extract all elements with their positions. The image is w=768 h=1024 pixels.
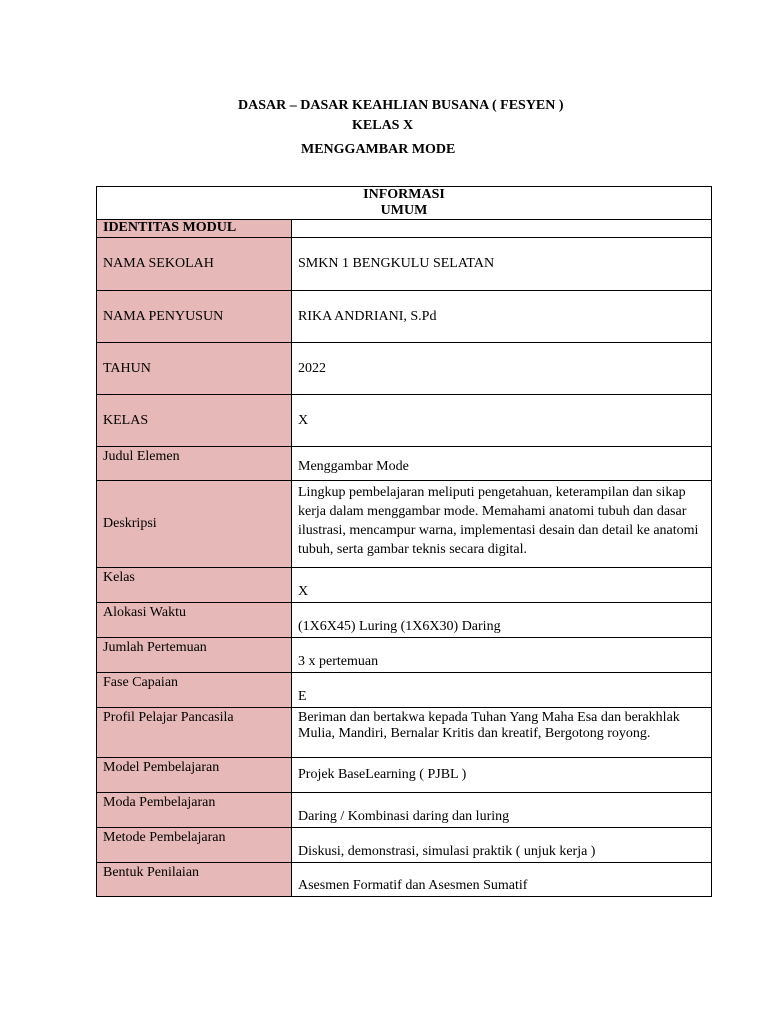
row-value: RIKA ANDRIANI, S.Pd	[292, 291, 712, 343]
table-row	[97, 673, 712, 708]
table-row	[97, 447, 712, 481]
row-label: Moda Pembelajaran	[97, 793, 292, 828]
row-label: Judul Elemen	[97, 447, 292, 481]
row-label: Deskripsi	[97, 481, 292, 568]
row-label: NAMA PENYUSUN	[97, 291, 292, 343]
row-label: NAMA SEKOLAH	[97, 238, 292, 291]
row-value: SMKN 1 BENGKULU SELATAN	[292, 238, 712, 291]
doc-title: DASAR – DASAR KEAHLIAN BUSANA ( FESYEN )	[238, 98, 564, 113]
table-row	[97, 603, 712, 638]
row-value: Daring / Kombinasi daring dan luring	[292, 793, 712, 828]
table-row	[97, 481, 712, 568]
row-label: Kelas	[97, 568, 292, 603]
row-value: 3 x pertemuan	[292, 638, 712, 673]
row-value: Asesmen Formatif dan Asesmen Sumatif	[292, 863, 712, 897]
row-label: KELAS	[97, 395, 292, 447]
row-value: X	[292, 568, 712, 603]
table-title	[97, 187, 712, 220]
table-row	[97, 343, 712, 395]
row-label: Bentuk Penilaian	[97, 863, 292, 897]
general-info-table	[96, 186, 712, 897]
row-value: (1X6X45) Luring (1X6X30) Daring	[292, 603, 712, 638]
row-label: Alokasi Waktu	[97, 603, 292, 638]
row-value-line2: Mulia, Mandiri, Bernalar Kritis dan kreatif, Bergotong royong.	[298, 726, 651, 741]
table-row	[97, 291, 712, 343]
doc-subject: MENGGAMBAR MODE	[301, 142, 456, 157]
table-row	[97, 638, 712, 673]
table-row	[97, 220, 712, 238]
row-value: Lingkup pembelajaran meliputi pengetahuan, keterampilan dan sikap kerja dalam menggambar mode. Memahami anatomi tubuh dan dasar ilustrasi, mencampur warna, implementasi desain dan detail ke anatomi tubuh, serta gambar teknis secara digital.	[292, 481, 712, 568]
doc-class: KELAS X	[352, 118, 414, 133]
row-value: Projek BaseLearning ( PJBL )	[292, 758, 712, 793]
identity-value	[292, 220, 712, 238]
row-label: Model Pembelajaran	[97, 758, 292, 793]
table-row	[97, 863, 712, 897]
row-label: Profil Pelajar Pancasila	[97, 708, 292, 758]
row-value: Menggambar Mode	[292, 447, 712, 481]
table-row	[97, 568, 712, 603]
row-label: Metode Pembelajaran	[97, 828, 292, 863]
row-value	[292, 708, 712, 758]
row-value: X	[292, 395, 712, 447]
table-title-line1: INFORMASI	[363, 187, 445, 202]
row-label: Jumlah Pertemuan	[97, 638, 292, 673]
identity-label: IDENTITAS MODUL	[97, 220, 292, 238]
table-row	[97, 395, 712, 447]
row-value: Diskusi, demonstrasi, simulasi praktik ( unjuk kerja )	[292, 828, 712, 863]
row-label: Fase Capaian	[97, 673, 292, 708]
row-value-line1: Beriman dan bertakwa kepada Tuhan Yang Maha Esa dan berakhlak	[298, 710, 680, 725]
row-label: TAHUN	[97, 343, 292, 395]
table-title-line2: UMUM	[380, 203, 428, 218]
row-value: E	[292, 673, 712, 708]
table-title-row	[97, 187, 712, 220]
table-row	[97, 708, 712, 758]
table-row	[97, 238, 712, 291]
table-row	[97, 828, 712, 863]
table-row	[97, 793, 712, 828]
row-value: 2022	[292, 343, 712, 395]
table-row	[97, 758, 712, 793]
